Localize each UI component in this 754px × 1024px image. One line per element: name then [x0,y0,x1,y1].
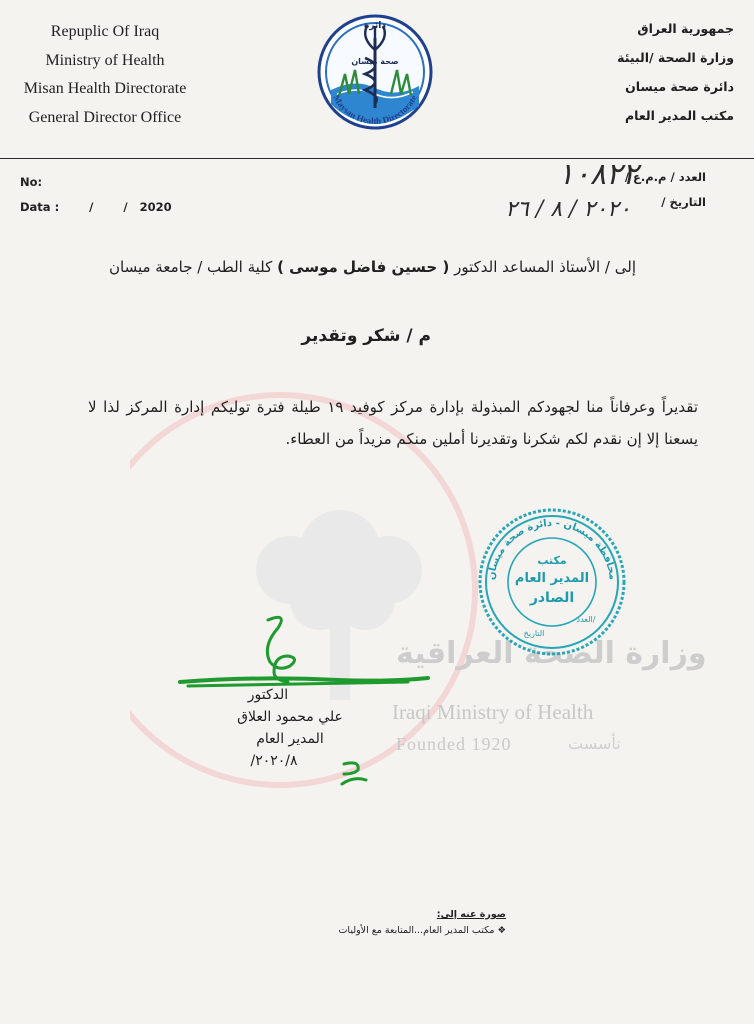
date-slash-2: / [123,200,128,214]
date-field-en [20,200,172,214]
directorate-logo-icon [315,8,435,142]
letter-body: تقديراً وعرفاناً منا لجهودكم المبذولة بإدارة مركز كوفيد ١٩ طيلة فترة توليكم إدارة المركز لذا لا يسعنا إلا إن نقدم لكم شكرنا وتقديرنا أملين منكم مزيداً من العطاء. [88,398,698,448]
date-label-en: Data : [20,200,60,214]
logo-text-ring: Maysan Health Directorate [331,93,419,127]
logo-text-top: دائرة [364,21,386,31]
date-field-ar: التاريخ / [661,195,706,209]
stamp-date-label: التاريخ [523,629,545,638]
signature-position: المدير العام [256,731,324,747]
header-en-line-country: Repuplic Of Iraq [50,23,160,40]
handwritten-number: ١٠٨٢٢ [557,157,639,192]
copy-note-item-text: مكتب المدير العام...المتابعة مع الأوليات [338,925,495,936]
signature-title: الدكتور [247,687,289,703]
initials-signature-icon [336,756,370,792]
watermark-arabic: وزارة الصحة العراقية [396,636,707,671]
official-stamp-icon [474,506,630,656]
watermark-founded: Founded 1920 [396,734,512,754]
header-en-line-directorate: Misan Health Directorate [23,80,187,97]
header-arabic [534,14,734,130]
header-en-line-ministry: Ministry of Health [45,51,165,69]
signature-date: ٢٠٢٠/٨/ [250,753,298,769]
stamp-line-2: المدير العام [514,571,590,586]
addressee-prefix: إلى / الأستاذ المساعد الدكتور [454,258,636,276]
stamp-number-label: العدد/ [576,615,596,624]
header-en-line-office: General Director Office [28,108,182,126]
copy-note-item [338,923,506,939]
handwritten-reference [450,150,710,230]
copy-note-heading: صورة عنه إلى: [436,909,506,920]
header-ar-line-directorate: دائرة صحة ميسان [625,79,734,94]
number-field-en: No: [20,175,43,189]
addressee-name: ( حسين فاضل موسى ) [277,258,450,276]
copy-note [338,907,506,939]
header-ar-line-country: جمهورية العراق [637,21,734,36]
signature-name: علي محمود العلاق [237,709,343,725]
header-ar-line-ministry: وزارة الصحة /البيئة [617,50,734,65]
number-field-ar: العدد / م.م.ع / [624,170,706,184]
header-english [0,18,210,132]
addressee-suffix: كلية الطب / جامعة ميسان [109,258,273,276]
stamp-line-1: مكتب [537,554,567,567]
letter-subject: م / شكر وتقدير [301,326,431,346]
watermark-english: Iraqi Ministry of Health [392,700,594,724]
letter-addressee [76,258,636,276]
header-ar-line-office: مكتب المدير العام [625,108,734,123]
watermark-founded-ar: تأسست [568,734,621,753]
stamp-ring-text: محافظة ميسان - دائرة صحة ميسان [486,517,618,581]
date-slash-1: / [89,200,94,214]
date-year-en: 2020 [139,200,172,214]
handwritten-date: ٢٠٢٠ / ٨ / ٢٦ [505,197,631,222]
diamond-bullet-icon: ❖ [494,925,506,936]
logo-text-middle: صحة ميسان [351,57,399,66]
stamp-line-3: الصادر [529,590,575,606]
